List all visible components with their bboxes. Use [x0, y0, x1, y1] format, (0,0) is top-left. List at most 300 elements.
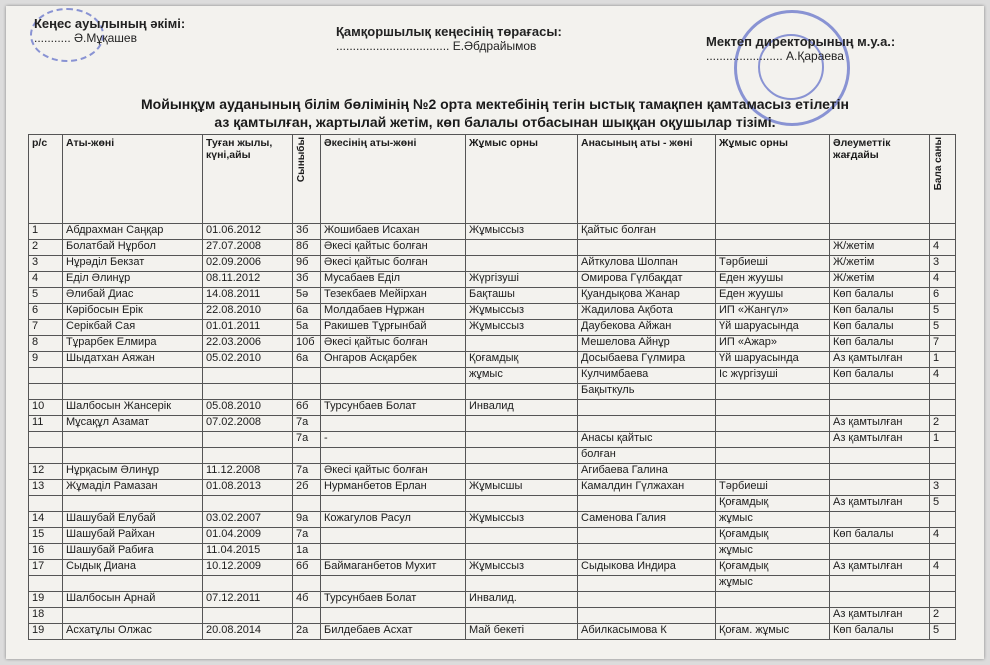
table-cell: Сыдық Диана — [63, 560, 203, 576]
table-cell — [293, 576, 321, 592]
table-cell: Еділ Әлинұр — [63, 272, 203, 288]
table-cell: Молдабаев Нұржан — [321, 304, 466, 320]
table-cell: 14 — [29, 512, 63, 528]
header-cell: Аты-жөні — [63, 135, 203, 224]
table-cell — [716, 432, 830, 448]
table-row — [29, 512, 956, 528]
table-cell: 4 — [29, 272, 63, 288]
signature-left-name: ........... Ә.Мұқашев — [34, 31, 137, 45]
table-cell: Қоғамдық — [716, 560, 830, 576]
table-row — [29, 544, 956, 560]
table-cell: 17 — [29, 560, 63, 576]
table-cell — [293, 384, 321, 400]
table-cell: 19 — [29, 592, 63, 608]
signature-right-name: ....................... А.Қараева — [706, 49, 844, 63]
table-row — [29, 288, 956, 304]
table-cell — [930, 544, 956, 560]
table-cell: Нұрқасым Әлинұр — [63, 464, 203, 480]
table-cell: Мусабаев Еділ — [321, 272, 466, 288]
table-cell — [930, 592, 956, 608]
table-cell — [466, 608, 578, 624]
table-cell: 8 — [29, 336, 63, 352]
table-cell: 5 — [930, 320, 956, 336]
table-cell — [203, 496, 293, 512]
table-row — [29, 416, 956, 432]
table-cell — [29, 368, 63, 384]
table-row — [29, 608, 956, 624]
table-cell — [716, 416, 830, 432]
table-cell: 4 — [930, 560, 956, 576]
table-cell: жұмыс — [716, 576, 830, 592]
table-cell: 3 — [930, 256, 956, 272]
table-cell: 27.07.2008 — [203, 240, 293, 256]
table-cell: Көп балалы — [830, 288, 930, 304]
table-row — [29, 560, 956, 576]
table-cell — [578, 608, 716, 624]
table-row — [29, 352, 956, 368]
table-cell: Билдебаев Асхат — [321, 624, 466, 640]
table-cell: 5 — [930, 624, 956, 640]
table-cell: Ракишев Тұрғынбай — [321, 320, 466, 336]
table-cell: 4 — [930, 528, 956, 544]
table-cell: жұмыс — [466, 368, 578, 384]
table-cell: 3 — [29, 256, 63, 272]
table-cell — [293, 368, 321, 384]
table-cell — [716, 400, 830, 416]
signature-right-title: Мектеп директорының м.у.а.: — [706, 34, 896, 49]
table-cell: Асхатұлы Олжас — [63, 624, 203, 640]
table-cell — [466, 240, 578, 256]
table-cell — [716, 240, 830, 256]
table-cell: Әкесі қайтыс болған — [321, 240, 466, 256]
table-cell: Камалдин Гүлжахан — [578, 480, 716, 496]
table-cell: 15 — [29, 528, 63, 544]
table-cell — [578, 592, 716, 608]
table-cell: 18 — [29, 608, 63, 624]
table-cell: Тұрарбек Елмира — [63, 336, 203, 352]
table-cell: Бақыткуль — [578, 384, 716, 400]
table-cell — [203, 368, 293, 384]
students-table — [28, 134, 956, 640]
table-cell: Аз қамтылған — [830, 352, 930, 368]
table-cell: 01.01.2011 — [203, 320, 293, 336]
table-cell: 9 — [29, 352, 63, 368]
table-cell — [466, 416, 578, 432]
table-row — [29, 448, 956, 464]
table-cell: 9б — [293, 256, 321, 272]
table-cell: 2 — [29, 240, 63, 256]
table-cell: 07.02.2008 — [203, 416, 293, 432]
table-row — [29, 400, 956, 416]
header-cell: р/с — [29, 135, 63, 224]
table-cell: 3б — [293, 224, 321, 240]
table-cell: 1 — [930, 352, 956, 368]
table-cell: Досыбаева Гүлмира — [578, 352, 716, 368]
signature-middle-name: .................................. Е.Әбдрайымов — [336, 39, 537, 53]
table-cell: Тәрбиеші — [716, 480, 830, 496]
table-cell: 6а — [293, 304, 321, 320]
table-cell: 12 — [29, 464, 63, 480]
table-cell: 01.06.2012 — [203, 224, 293, 240]
table-cell — [466, 464, 578, 480]
table-cell: 10 — [29, 400, 63, 416]
table-cell: 2б — [293, 480, 321, 496]
table-cell: Шашубай Райхан — [63, 528, 203, 544]
table-cell: 22.08.2010 — [203, 304, 293, 320]
table-cell — [321, 528, 466, 544]
table-cell: 7а — [293, 528, 321, 544]
table-cell: Көп балалы — [830, 336, 930, 352]
table-cell — [466, 576, 578, 592]
table-cell: Тәрбиеші — [716, 256, 830, 272]
table-cell: 2 — [930, 416, 956, 432]
table-cell — [466, 256, 578, 272]
table-cell: Аз қамтылған — [830, 416, 930, 432]
table-cell: Бақташы — [466, 288, 578, 304]
table-cell: Мұсақұл Азамат — [63, 416, 203, 432]
table-cell: ИП «Ажар» — [716, 336, 830, 352]
document-title-line1: Мойынқұм ауданының білім бөлімінің №2 орта мектебінің тегін ыстық тамақпен қамтамасыз етілетін — [141, 96, 849, 112]
table-cell: 11 — [29, 416, 63, 432]
table-cell: Жұмыссыз — [466, 320, 578, 336]
table-cell — [203, 576, 293, 592]
header-cell: Бала саны — [930, 135, 956, 224]
table-cell: Қоғамдық — [716, 528, 830, 544]
table-row — [29, 592, 956, 608]
table-header-row — [29, 135, 956, 224]
table-cell — [321, 368, 466, 384]
table-cell — [830, 592, 930, 608]
table-cell — [203, 448, 293, 464]
table-cell: Аз қамтылған — [830, 560, 930, 576]
table-cell: Қайтыс болған — [578, 224, 716, 240]
table-cell: Тезекбаев Мейірхан — [321, 288, 466, 304]
table-cell — [321, 448, 466, 464]
table-cell: Жұмыссыз — [466, 224, 578, 240]
table-cell — [203, 608, 293, 624]
table-cell: Шыдатхан Аяжан — [63, 352, 203, 368]
header-cell: Әлеуметтік жағдайы — [830, 135, 930, 224]
table-cell: Еден жуушы — [716, 272, 830, 288]
table-cell: 7а — [293, 464, 321, 480]
table-cell: Кәрібосын Ерік — [63, 304, 203, 320]
table-cell — [578, 528, 716, 544]
table-cell — [930, 448, 956, 464]
document-title-line2: аз қамтылған, жартылай жетім, көп балалы отбасынан шыққан оқушылар тізімі. — [214, 114, 776, 130]
table-cell: 4 — [930, 368, 956, 384]
table-cell: Инвалид — [466, 400, 578, 416]
table-cell: 6а — [293, 352, 321, 368]
table-cell: 7 — [29, 320, 63, 336]
table-cell: Аз қамтылған — [830, 496, 930, 512]
table-cell: 08.11.2012 — [203, 272, 293, 288]
table-cell: жұмыс — [716, 512, 830, 528]
table-cell: 13 — [29, 480, 63, 496]
table-cell: 20.08.2014 — [203, 624, 293, 640]
table-cell — [716, 608, 830, 624]
table-cell — [578, 544, 716, 560]
table-cell: Агибаева Галина — [578, 464, 716, 480]
table-cell: Турсунбаев Болат — [321, 592, 466, 608]
table-cell — [29, 496, 63, 512]
table-cell: Аз қамтылған — [830, 432, 930, 448]
table-cell — [716, 384, 830, 400]
table-cell: 16 — [29, 544, 63, 560]
table-cell: 22.03.2006 — [203, 336, 293, 352]
table-cell: 10.12.2009 — [203, 560, 293, 576]
table-cell: 01.08.2013 — [203, 480, 293, 496]
table-cell — [203, 432, 293, 448]
table-cell: 01.04.2009 — [203, 528, 293, 544]
table-row — [29, 256, 956, 272]
table-row — [29, 368, 956, 384]
table-cell — [293, 608, 321, 624]
table-cell: 05.08.2010 — [203, 400, 293, 416]
header-cell: Анасының аты - жөні — [578, 135, 716, 224]
table-cell — [578, 416, 716, 432]
table-cell — [63, 384, 203, 400]
table-cell: 6б — [293, 400, 321, 416]
table-cell: Мешелова Айнұр — [578, 336, 716, 352]
table-cell: Үй шаруасында — [716, 352, 830, 368]
table-cell: Шашубай Елубай — [63, 512, 203, 528]
table-cell — [293, 448, 321, 464]
table-cell — [466, 496, 578, 512]
table-cell: - — [321, 432, 466, 448]
table-cell — [578, 496, 716, 512]
table-cell: 5 — [29, 288, 63, 304]
table-cell: Көп балалы — [830, 304, 930, 320]
table-cell — [293, 496, 321, 512]
table-cell — [321, 384, 466, 400]
table-cell — [466, 336, 578, 352]
table-cell: 6 — [930, 288, 956, 304]
table-cell — [203, 384, 293, 400]
header-cell: Әкесінің аты-жөні — [321, 135, 466, 224]
signature-block-left — [34, 16, 185, 45]
table-cell: 7а — [293, 416, 321, 432]
table-cell: Баймаганбетов Мухит — [321, 560, 466, 576]
table-cell: 1 — [930, 432, 956, 448]
table-cell: Сыдыкова Индира — [578, 560, 716, 576]
table-cell: Ж/жетім — [830, 272, 930, 288]
table-cell: Қоғамдық — [716, 496, 830, 512]
table-cell — [930, 224, 956, 240]
table-cell: Серікбай Сая — [63, 320, 203, 336]
table-cell: Абилкасымова К — [578, 624, 716, 640]
table-cell — [578, 400, 716, 416]
table-cell: 5ә — [293, 288, 321, 304]
table-cell — [930, 384, 956, 400]
header-cell: Туған жылы, күні,айы — [203, 135, 293, 224]
table-cell: Әкесі қайтыс болған — [321, 464, 466, 480]
table-cell: 1 — [29, 224, 63, 240]
table-cell — [29, 448, 63, 464]
header-cell: Жұмыс орны — [466, 135, 578, 224]
table-cell: Жұмысшы — [466, 480, 578, 496]
table-cell: 5а — [293, 320, 321, 336]
table-cell — [63, 608, 203, 624]
table-cell: 6 — [29, 304, 63, 320]
table-cell: 4б — [293, 592, 321, 608]
table-row — [29, 464, 956, 480]
table-cell — [63, 448, 203, 464]
table-cell: Саменова Галия — [578, 512, 716, 528]
table-cell — [830, 480, 930, 496]
table-cell: 2 — [930, 608, 956, 624]
table-cell: Ж/жетім — [830, 256, 930, 272]
table-cell: 14.08.2011 — [203, 288, 293, 304]
table-cell — [578, 576, 716, 592]
table-row — [29, 336, 956, 352]
table-cell: 6б — [293, 560, 321, 576]
table-cell: Нұрәділ Бекзат — [63, 256, 203, 272]
table-cell: Анасы қайтыс — [578, 432, 716, 448]
table-cell — [63, 576, 203, 592]
table-cell: Жүргізуші — [466, 272, 578, 288]
table-cell: Нурманбетов Ерлан — [321, 480, 466, 496]
table-cell — [29, 384, 63, 400]
table-row — [29, 304, 956, 320]
table-cell — [716, 592, 830, 608]
table-cell: 05.02.2010 — [203, 352, 293, 368]
table-row — [29, 528, 956, 544]
table-cell: 4 — [930, 272, 956, 288]
table-cell: 3 — [930, 480, 956, 496]
table-cell — [830, 464, 930, 480]
table-cell: Еден жуушы — [716, 288, 830, 304]
table-cell: Омирова Гүлбақдат — [578, 272, 716, 288]
table-row — [29, 432, 956, 448]
table-cell: Турсунбаев Болат — [321, 400, 466, 416]
table-cell: Қоғам. жұмыс — [716, 624, 830, 640]
table-cell: Кулчимбаева — [578, 368, 716, 384]
table-row — [29, 272, 956, 288]
table-cell — [930, 512, 956, 528]
table-cell: Инвалид. — [466, 592, 578, 608]
table-cell: Шалбосын Жансерік — [63, 400, 203, 416]
table-cell — [830, 512, 930, 528]
table-cell — [466, 528, 578, 544]
table-row — [29, 496, 956, 512]
table-cell: 4 — [930, 240, 956, 256]
table-row — [29, 576, 956, 592]
header-cell: Сыныбы — [293, 135, 321, 224]
table-cell: Әлибай Диас — [63, 288, 203, 304]
table-cell: Ж/жетім — [830, 240, 930, 256]
table-cell: 2а — [293, 624, 321, 640]
table-cell: Жошибаев Исахан — [321, 224, 466, 240]
document-page — [6, 6, 984, 659]
signature-middle-title: Қамқоршылық кеңесінің төрағасы: — [336, 24, 562, 39]
table-cell: 11.12.2008 — [203, 464, 293, 480]
table-cell: Онгаров Асқарбек — [321, 352, 466, 368]
table-row — [29, 224, 956, 240]
table-cell: 8б — [293, 240, 321, 256]
table-cell: Көп балалы — [830, 368, 930, 384]
table-cell: 7а — [293, 432, 321, 448]
table-cell: Іс жүргізуші — [716, 368, 830, 384]
table-cell: 10б — [293, 336, 321, 352]
table-cell: Болатбай Нұрбол — [63, 240, 203, 256]
table-row — [29, 480, 956, 496]
table-cell — [321, 496, 466, 512]
table-cell — [321, 608, 466, 624]
table-cell: 19 — [29, 624, 63, 640]
table-cell: Айткулова Шолпан — [578, 256, 716, 272]
table-cell — [466, 384, 578, 400]
table-cell — [830, 224, 930, 240]
table-cell: 5 — [930, 304, 956, 320]
table-cell — [63, 368, 203, 384]
table-row — [29, 320, 956, 336]
table-cell: 5 — [930, 496, 956, 512]
table-cell: 03.02.2007 — [203, 512, 293, 528]
table-cell: Жұмыссыз — [466, 512, 578, 528]
table-cell: 3б — [293, 272, 321, 288]
table-cell: Май бекеті — [466, 624, 578, 640]
table-cell: 1а — [293, 544, 321, 560]
table-cell: Шашубай Рабиға — [63, 544, 203, 560]
table-cell: 11.04.2015 — [203, 544, 293, 560]
table-cell: Аз қамтылған — [830, 608, 930, 624]
signature-block-middle — [336, 24, 562, 53]
table-cell: ИП «Жангүл» — [716, 304, 830, 320]
table-cell — [716, 464, 830, 480]
table-cell: Көп балалы — [830, 528, 930, 544]
table-cell: Қоғамдық — [466, 352, 578, 368]
table-cell — [830, 400, 930, 416]
table-cell: 02.09.2006 — [203, 256, 293, 272]
table-cell — [830, 448, 930, 464]
table-cell — [830, 544, 930, 560]
table-cell — [29, 576, 63, 592]
table-cell: 7 — [930, 336, 956, 352]
table-body — [29, 224, 956, 640]
table-cell — [321, 544, 466, 560]
table-cell — [63, 496, 203, 512]
table-cell — [716, 448, 830, 464]
table-cell: Қуандықова Жанар — [578, 288, 716, 304]
table-cell: Үй шаруасында — [716, 320, 830, 336]
table-cell — [63, 432, 203, 448]
table-cell — [930, 576, 956, 592]
table-cell: Жұмаділ Рамазан — [63, 480, 203, 496]
signature-left-title: Кеңес ауылының әкімі: — [34, 16, 186, 31]
table-cell: 9а — [293, 512, 321, 528]
table-cell: Жұмыссыз — [466, 304, 578, 320]
table-cell: болған — [578, 448, 716, 464]
table-cell: Жадилова Ақбота — [578, 304, 716, 320]
table-cell: Шалбосын Арнай — [63, 592, 203, 608]
table-row — [29, 384, 956, 400]
table-cell — [930, 464, 956, 480]
signature-block-right — [706, 34, 895, 63]
table-row — [29, 624, 956, 640]
table-cell — [930, 400, 956, 416]
table-cell — [321, 576, 466, 592]
table-cell: 07.12.2011 — [203, 592, 293, 608]
table-cell — [830, 384, 930, 400]
table-row — [29, 240, 956, 256]
table-cell: жұмыс — [716, 544, 830, 560]
table-cell — [830, 576, 930, 592]
table-cell — [321, 416, 466, 432]
table-cell: Абдрахман Саңқар — [63, 224, 203, 240]
table-cell — [466, 432, 578, 448]
table-cell — [466, 448, 578, 464]
table-cell — [466, 544, 578, 560]
